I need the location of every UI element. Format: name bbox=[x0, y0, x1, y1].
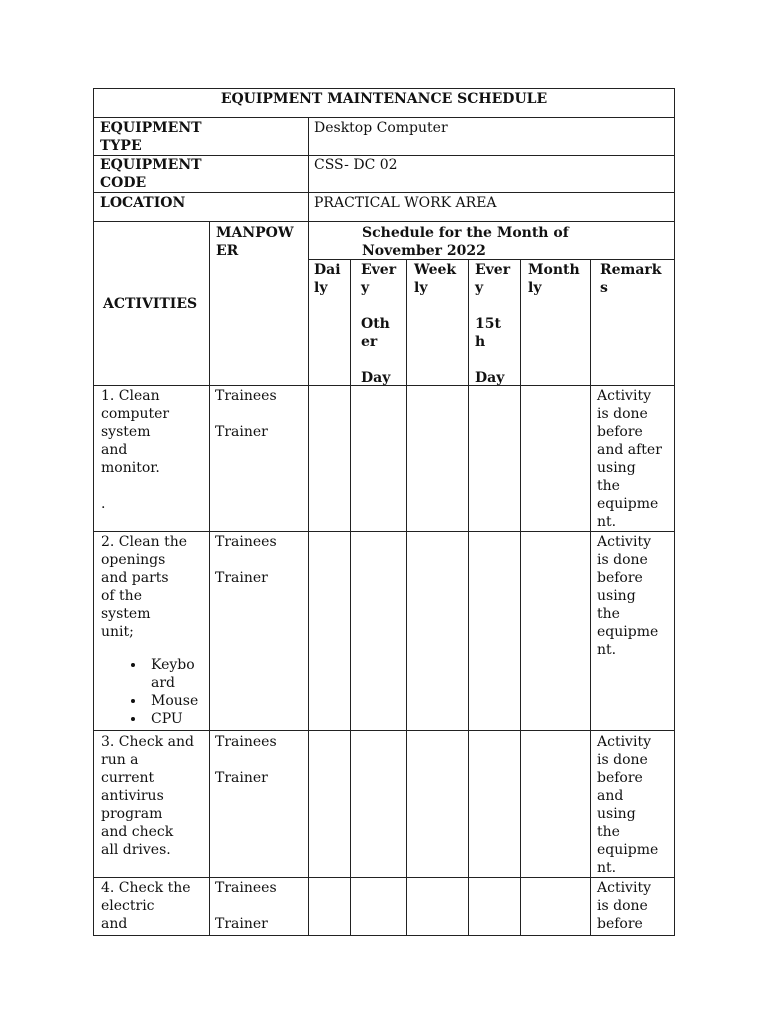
row-1-activity: 1. Clean computer system and monitor. . bbox=[101, 388, 170, 512]
rule-col-every-other bbox=[406, 259, 407, 936]
header-every-other-day: Ever y Oth er Day bbox=[361, 262, 397, 386]
row-2-remarks: Activity is done before using the equipme nt. bbox=[597, 534, 659, 658]
maintenance-schedule-table bbox=[93, 88, 675, 936]
list-item bbox=[146, 710, 198, 728]
header-daily: Dai ly bbox=[314, 262, 341, 296]
table-border-right bbox=[674, 88, 675, 936]
table-border-left bbox=[93, 88, 94, 936]
row-2-manpower: Trainees Trainer bbox=[215, 534, 277, 586]
rule-after-row-1 bbox=[93, 531, 675, 532]
rule-col-activities bbox=[209, 221, 210, 936]
equipment-type-value: Desktop Computer bbox=[314, 120, 448, 136]
rule-after-location bbox=[93, 221, 675, 222]
row-4-remarks: Activity is done before bbox=[597, 880, 651, 932]
rule-after-row-2 bbox=[93, 730, 675, 731]
rule-info-split bbox=[308, 117, 309, 222]
table-title: EQUIPMENT MAINTENANCE SCHEDULE bbox=[220, 91, 548, 107]
header-schedule: Schedule for the Month of November 2022 bbox=[362, 225, 569, 259]
row-4-manpower: Trainees Trainer bbox=[215, 880, 277, 932]
rule-after-title bbox=[93, 117, 675, 118]
rule-col-weekly bbox=[468, 259, 469, 936]
rule-after-row-3 bbox=[93, 877, 675, 878]
location-value: PRACTICAL WORK AREA bbox=[314, 195, 497, 211]
list-item-text: Keybo ard bbox=[151, 657, 195, 691]
header-activities: ACTIVITIES bbox=[103, 296, 198, 312]
list-item-text: Mouse bbox=[151, 693, 199, 709]
equipment-code-value: CSS- DC 02 bbox=[314, 157, 398, 173]
equipment-code-label: EQUIPMENT CODE bbox=[100, 157, 202, 191]
table-border-bottom bbox=[93, 935, 675, 936]
row-4-activity: 4. Check the electric and bbox=[101, 880, 191, 932]
row-1-remarks: Activity is done before and after using the equipme nt. bbox=[597, 388, 662, 530]
equipment-type-label: EQUIPMENT TYPE bbox=[100, 120, 202, 154]
table-border-top bbox=[93, 88, 675, 89]
header-every-15th-day: Ever y 15t h Day bbox=[475, 262, 511, 386]
list-item bbox=[146, 656, 198, 692]
row-3-remarks: Activity is done before and using the equipme nt. bbox=[597, 734, 659, 876]
rule-col-every-15th bbox=[520, 259, 521, 936]
location-label: LOCATION bbox=[100, 195, 186, 211]
header-monthly: Month ly bbox=[528, 262, 580, 296]
rule-after-code bbox=[93, 192, 675, 193]
row-1-manpower: Trainees Trainer bbox=[215, 388, 277, 440]
row-2-activity: 2. Clean the openings and parts of the system unit; bbox=[101, 534, 188, 640]
header-remarks: Remark s bbox=[600, 262, 662, 296]
rule-col-manpower bbox=[308, 221, 309, 936]
header-weekly: Week ly bbox=[414, 262, 457, 296]
row-2-parts-list bbox=[120, 656, 198, 728]
rule-col-daily bbox=[350, 259, 351, 936]
list-item-text: CPU bbox=[151, 711, 183, 727]
header-manpower: MANPOW ER bbox=[216, 225, 294, 259]
row-3-manpower: Trainees Trainer bbox=[215, 734, 277, 786]
row-3-activity: 3. Check and run a current antivirus program and check all drives. bbox=[101, 734, 194, 858]
list-item bbox=[146, 692, 198, 710]
rule-col-monthly bbox=[590, 259, 591, 936]
